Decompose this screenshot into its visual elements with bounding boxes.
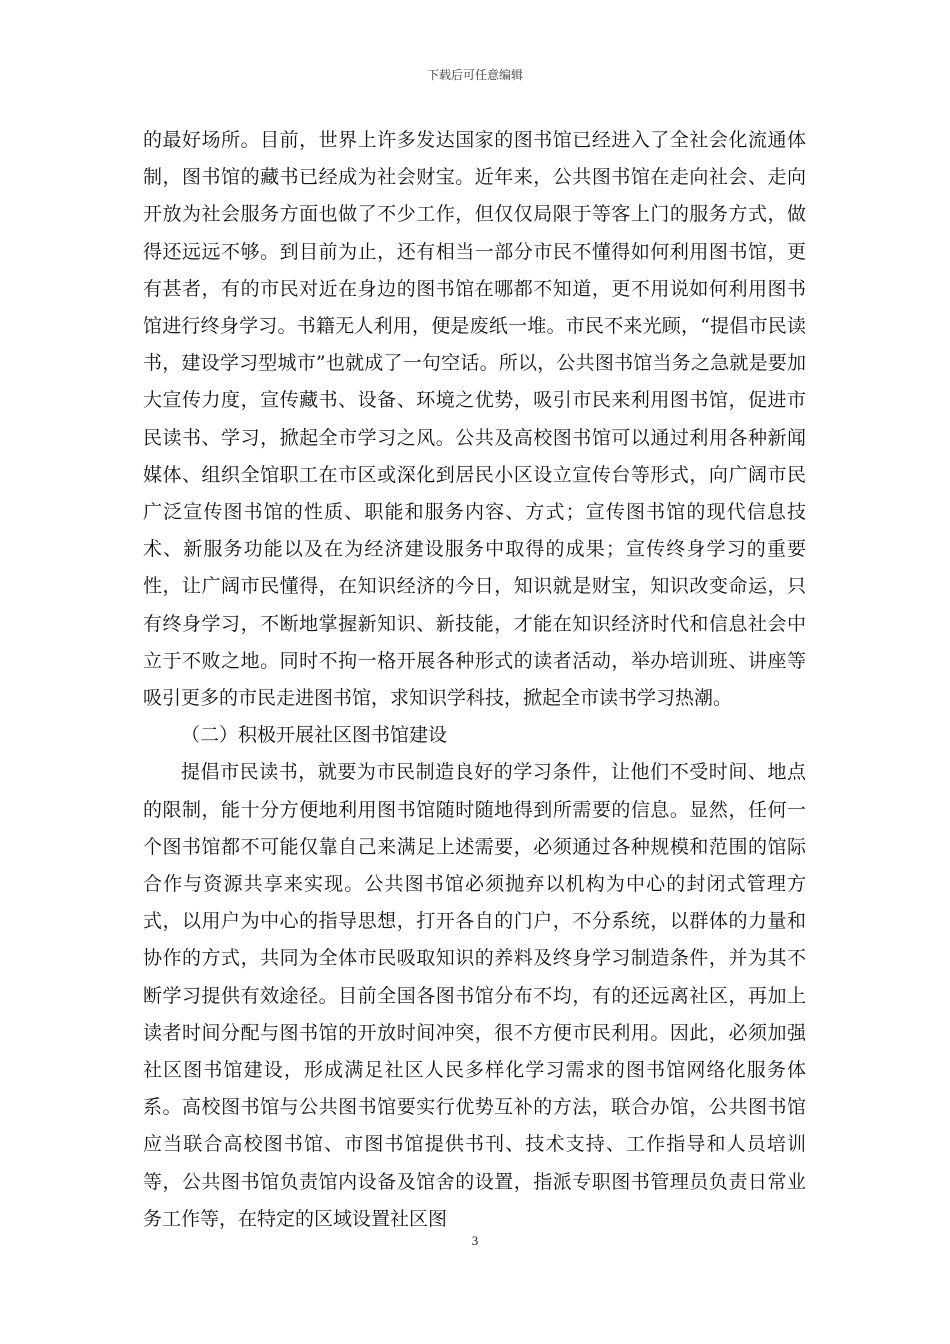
page-number: 3 xyxy=(471,1233,479,1248)
body-paragraph-2: 提倡市民读书，就要为市民制造良好的学习条件，让他们不受时间、地点的限制，能十分方便地利用图书馆随时随地得到所需要的信息。显然，任何一个图书馆都不可能仅靠自己来满足上述需要，必须通过各种规模和范围的馆际合作与资源共享来实现。公共图书馆必须抛弃以机构为中心的封闭式管理方式，以用户为中心的指导思想，打开各自的门户，不分系统，以群体的力量和协作的方式，共同为全体市民吸取知识的养料及终身学习制造条件，并为其不断学习提供有效途径。目前全国各图书馆分布不均，有的还远离社区，再加上读者时间分配与图书馆的开放时间冲突，很不方便市民利用。因此，必须加强社区图书馆建设，形成满足社区人民多样化学习需求的图书馆网络化服务体系。高校图书馆与公共图书馆要实行优势互补的方法，联合办馆，公共图书馆应当联合高校图书馆、市图书馆提供书刊、技术支持、工作指导和人员培训等，公共图书馆负责馆内设备及馆舍的设置，指派专职图书管理员负责日常业务工作等，在特定的区域设置社区图 xyxy=(143,761,806,1230)
page-header: 下载后可任意编辑 xyxy=(426,68,523,82)
section-heading: （二）积极开展社区图书馆建设 xyxy=(181,724,448,747)
document-body xyxy=(143,122,806,1238)
body-paragraph-1: 的最好场所。目前，世界上许多发达国家的图书馆已经进入了全社会化流通体制，图书馆的藏书已经成为社会财宝。近年来，公共图书馆在走向社会、走向开放为社会服务方面也做了不少工作，但仅仅局限于等客上门的服务方式，做得还远远不够。到目前为止，还有相当一部分市民不懂得如何利用图书馆，更有甚者，有的市民对近在身边的图书馆在哪都不知道，更不用说如何利用图书馆进行终身学习。书籍无人利用，便是废纸一堆。市民不来光顾，“提倡市民读书，建设学习型城市”也就成了一句空话。所以，公共图书馆当务之急就是要加大宣传力度，宣传藏书、设备、环境之优势，吸引市民来利用图书馆，促进市民读书、学习，掀起全市学习之风。公共及高校图书馆可以通过利用各种新闻媒体、组织全馆职工在市区或深化到居民小区设立宣传台等形式，向广阔市民广泛宣传图书馆的性质、职能和服务内容、方式；宣传图书馆的现代信息技术、新服务功能以及在为经济建设服务中取得的成果；宣传终身学习的重要性，让广阔市民懂得，在知识经济的今日，知识就是财宝，知识改变命运，只有终身学习，不断地掌握新知识、新技能，才能在知识经济时代和信息社会中立于不败之地。同时不拘一格开展各种形式的读者活动，举办培训班、讲座等吸引更多的市民走进图书馆，求知识学科技，掀起全市读书学习热潮。 xyxy=(143,129,806,710)
